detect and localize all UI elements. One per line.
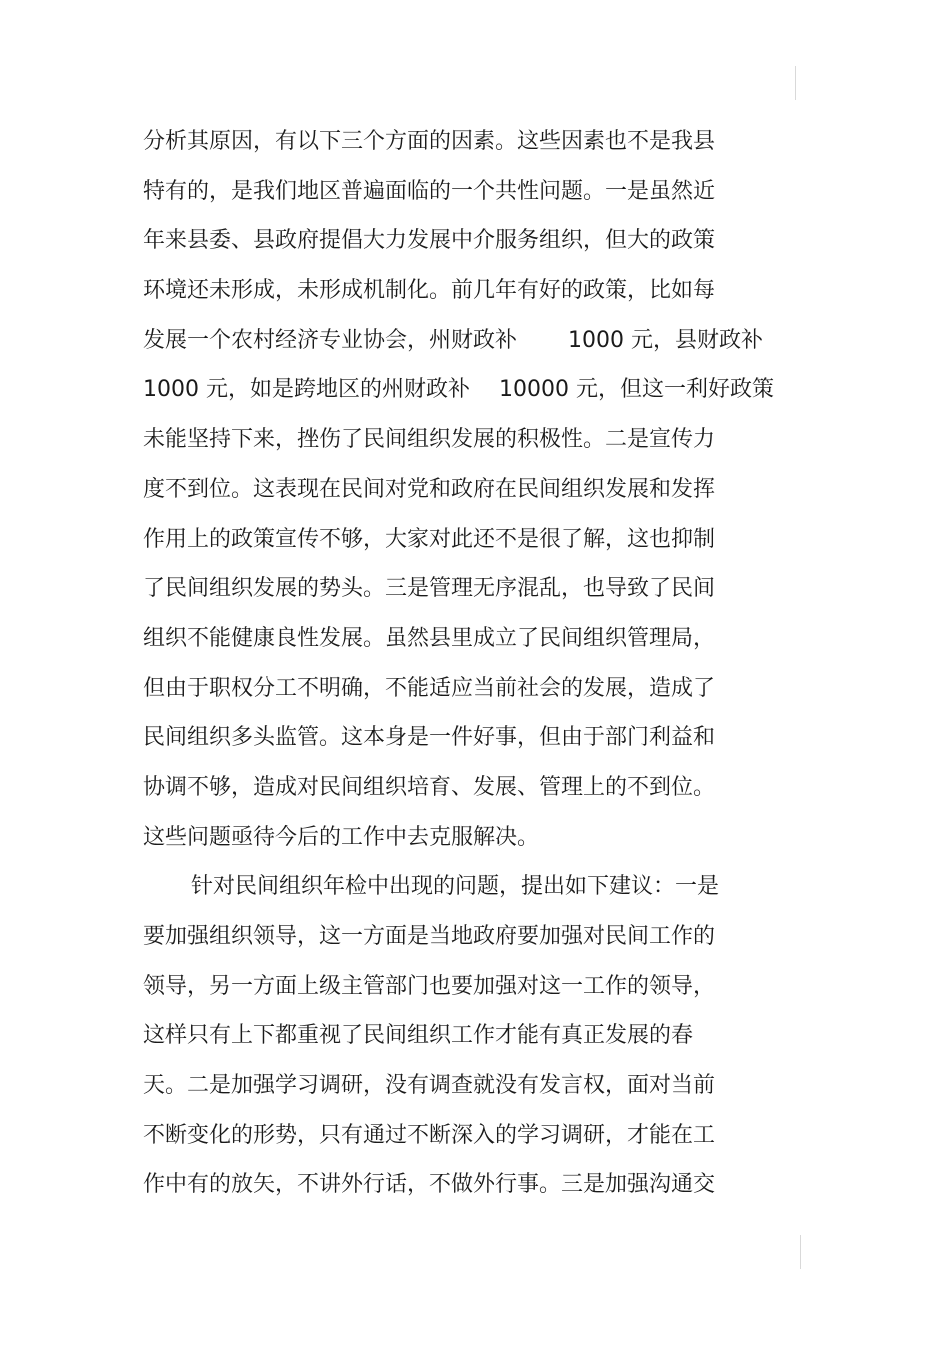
- paragraph-first-line: 针对民间组织年检中出现的问题，提出如下建议：一是: [191, 874, 720, 900]
- text-line: 这样只有上下都重视了民间组织工作才能有真正发展的春: [143, 1023, 694, 1049]
- page-corner-mark-top: [795, 66, 796, 100]
- text-line: 特有的，是我们地区普遍面临的一个共性问题。一是虽然近: [143, 178, 716, 204]
- text-line: 了民间组织发展的势头。三是管理无序混乱，也导致了民间: [143, 576, 716, 602]
- body-text: [143, 117, 803, 1210]
- text-line: 1000 元，如是跨地区的州财政补 10000 元，但这一利好政策: [143, 377, 774, 403]
- text-line: 民间组织多头监管。这本身是一件好事，但由于部门利益和: [143, 725, 716, 751]
- text-line: 这些问题亟待今后的工作中去克服解决。: [143, 824, 540, 850]
- text-line: 年来县委、县政府提倡大力发展中介服务组织，但大的政策: [143, 228, 716, 254]
- text-line: 作中有的放矢，不讲外行话，不做外行事。三是加强沟通交: [143, 1172, 716, 1198]
- text-line: 协调不够，造成对民间组织培育、发展、管理上的不到位。: [143, 774, 716, 800]
- text-line: 天。二是加强学习调研，没有调查就没有发言权，面对当前: [143, 1073, 716, 1099]
- text-line: 但由于职权分工不明确，不能适应当前社会的发展，造成了: [143, 675, 716, 701]
- text-line: 未能坚持下来，挫伤了民间组织发展的积极性。二是宣传力: [143, 427, 716, 453]
- text-line: 作用上的政策宣传不够，大家对此还不是很了解，这也抑制: [143, 526, 716, 552]
- text-line: 领导，另一方面上级主管部门也要加强对这一工作的领导，: [143, 973, 716, 999]
- page-corner-mark-bottom: [800, 1235, 801, 1269]
- text-line: 分析其原因，有以下三个方面的因素。这些因素也不是我县: [143, 129, 716, 154]
- text-line: 要加强组织领导，这一方面是当地政府要加强对民间工作的: [143, 924, 716, 949]
- text-line: 度不到位。这表现在民间对党和政府在民间组织发展和发挥: [143, 476, 716, 502]
- text-line: 发展一个农村经济专业协会，州财政补 1000 元，县财政补: [143, 327, 763, 353]
- text-line: 不断变化的形势，只有通过不断深入的学习调研，才能在工: [143, 1122, 716, 1148]
- text-line: 环境还未形成，未形成机制化。前几年有好的政策，比如每: [143, 278, 716, 304]
- text-line: 组织不能健康良性发展。虽然县里成立了民间组织管理局，: [143, 625, 716, 651]
